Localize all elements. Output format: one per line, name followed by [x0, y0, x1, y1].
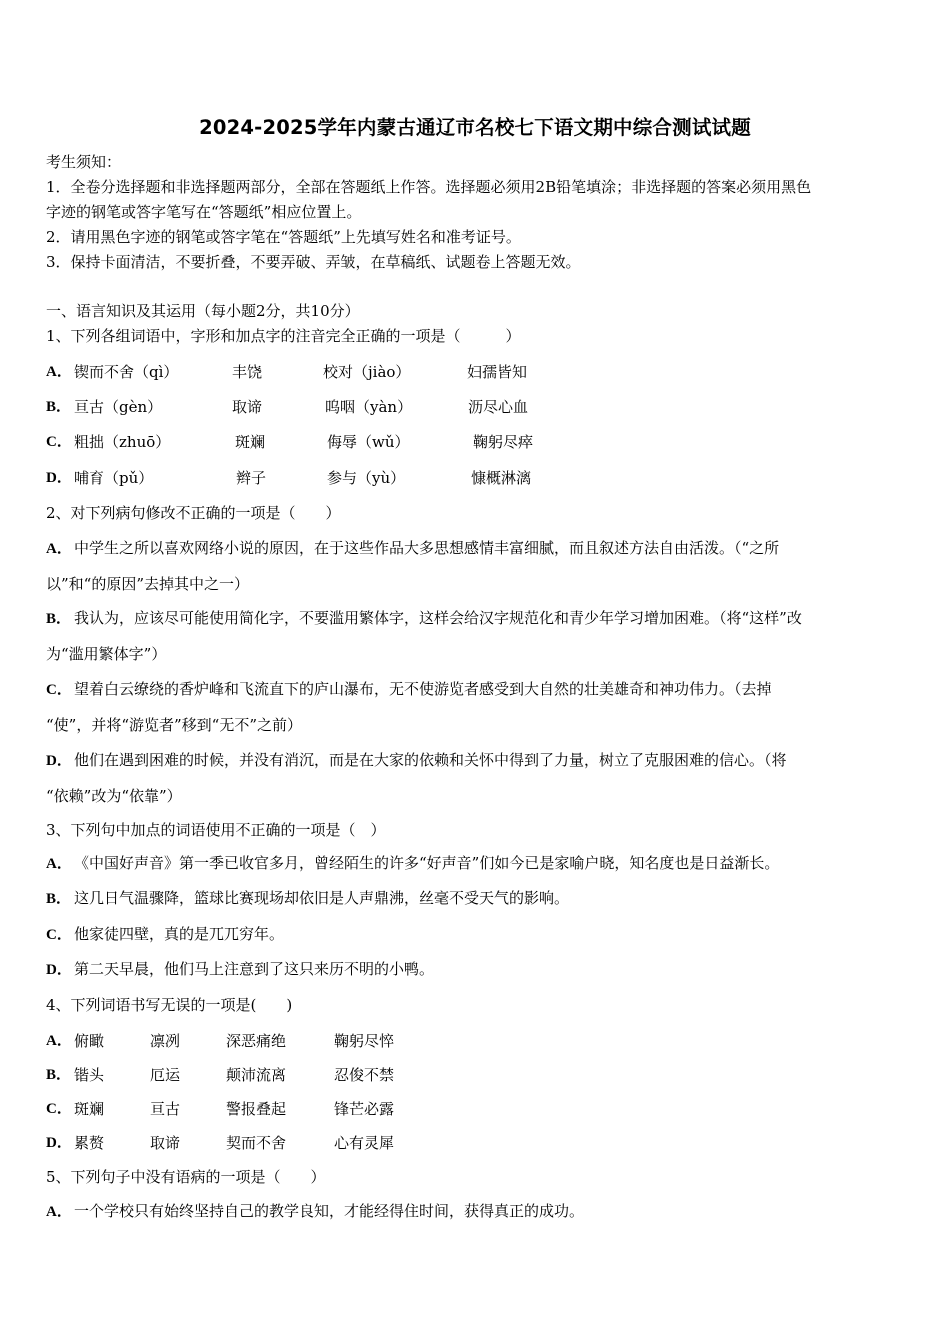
q2-option-b	[46, 608, 802, 629]
option-term: 呜咽（yàn）	[325, 398, 413, 416]
option-letter: B．	[46, 399, 72, 415]
option-text-continued: 以”和“的原因”去掉其中之一）	[46, 575, 250, 593]
question-stem: 2、对下列病句修改不正确的一项是（ ）	[46, 504, 341, 522]
option-letter: D．	[46, 753, 72, 769]
option-text: 第二天早晨，他们马上注意到了这只来历不明的小鸭。	[74, 960, 435, 978]
option-term: 俯瞰	[74, 1032, 105, 1050]
notice-heading: 考生须知：	[46, 153, 122, 171]
option-term: 锋芒必露	[334, 1100, 395, 1118]
option-term: 斑斓	[74, 1100, 105, 1118]
option-text: 他们在遇到困难的时候，并没有消沉，而是在大家的依赖和关怀中得到了力量，树立了克服困难的信心。（将	[74, 751, 787, 769]
option-term: 慷概淋漓	[471, 469, 532, 487]
option-term: 警报叠起	[226, 1100, 287, 1118]
option-text: 我认为，应该尽可能使用简化字，不要滥用繁体字，这样会给汉字规范化和青少年学习增加困难。（将“这样”改	[74, 609, 802, 627]
q3-option-a	[46, 853, 779, 874]
option-letter: A．	[46, 1204, 72, 1220]
option-letter: C．	[46, 1101, 72, 1117]
notice-item: 3．保持卡面清洁，不要折叠，不要弄破、弄皱，在草稿纸、试题卷上答题无效。	[46, 253, 581, 271]
option-text: 望着白云缭绕的香炉峰和飞流直下的庐山瀑布，无不使游览者感受到大自然的壮美雄奇和神功伟力。（去掉	[74, 680, 772, 698]
option-letter: A．	[46, 856, 72, 872]
option-term: 丰饶	[232, 363, 263, 381]
option-term: 校对（jiào）	[323, 363, 411, 381]
option-letter: C．	[46, 927, 72, 943]
option-term: 忍俊不禁	[334, 1066, 395, 1084]
option-term: 锲而不舍（qì）	[74, 363, 179, 381]
q3-option-b	[46, 888, 569, 909]
option-term: 亘古	[150, 1100, 181, 1118]
option-letter: B．	[46, 611, 72, 627]
option-letter: C．	[46, 682, 72, 698]
option-term: 鞠躬尽瘁	[473, 433, 534, 451]
question-stem: 5、下列句子中没有语病的一项是（ ）	[46, 1168, 326, 1186]
option-text: 这几日气温骤降，篮球比赛现场却依旧是人声鼎沸，丝毫不受天气的影响。	[74, 889, 570, 907]
option-term: 鞠躬尽悴	[334, 1032, 395, 1050]
option-letter: D．	[46, 962, 72, 978]
option-letter: A．	[46, 364, 72, 380]
option-text-continued: “依赖”改为“依靠”）	[46, 787, 182, 805]
option-term: 心有灵犀	[334, 1134, 395, 1152]
option-term: 辫子	[236, 469, 267, 487]
question-stem: 3、下列句中加点的词语使用不正确的一项是（ ）	[46, 821, 386, 839]
q2-option-c	[46, 679, 772, 700]
option-term: 亘古（gèn）	[74, 398, 163, 416]
q3-option-c	[46, 924, 284, 945]
option-term: 取谛	[150, 1134, 181, 1152]
option-term: 取谛	[232, 398, 263, 416]
option-term: 凛冽	[150, 1032, 181, 1050]
q3-option-d	[46, 959, 434, 980]
option-text: 一个学校只有始终坚持自己的教学良知，才能经得住时间，获得真正的成功。	[74, 1202, 585, 1220]
option-text: 《中国好声音》第一季已收官多月，曾经陌生的许多“好声音”们如今已是家喻户晓，知名度也是日益渐长。	[74, 854, 780, 872]
option-text: 中学生之所以喜欢网络小说的原因，在于这些作品大多思想感情丰富细腻，而且叙述方法自由活泼。（“之所	[74, 539, 780, 557]
question-stem: 4、下列词语书写无误的一项是( )	[46, 996, 293, 1014]
q5-option-a	[46, 1201, 584, 1222]
option-text-continued: 为“滥用繁体字”）	[46, 645, 167, 663]
option-term: 侮辱（wǔ）	[327, 433, 410, 451]
notice-item: 2．请用黑色字迹的钢笔或答字笔在“答题纸”上先填写姓名和准考证号。	[46, 228, 521, 246]
option-term: 参与（yù）	[327, 469, 406, 487]
option-term: 沥尽心血	[468, 398, 529, 416]
option-term: 深恶痛绝	[226, 1032, 287, 1050]
option-term: 颠沛流离	[226, 1066, 287, 1084]
option-letter: D．	[46, 1135, 72, 1151]
option-letter: B．	[46, 1067, 72, 1083]
notice-item: 字迹的钢笔或答字笔写在“答题纸”相应位置上。	[46, 203, 362, 221]
option-term: 粗拙（zhuō）	[74, 433, 171, 451]
option-term: 契而不舍	[226, 1134, 287, 1152]
option-term: 锴头	[74, 1066, 105, 1084]
option-term: 厄运	[150, 1066, 181, 1084]
option-letter: C．	[46, 434, 72, 450]
option-term: 哺育（pǔ）	[74, 469, 154, 487]
q2-option-a	[46, 538, 779, 559]
option-letter: A．	[46, 1033, 72, 1049]
page-title: 2024-2025学年内蒙古通辽市名校七下语文期中综合测试试题	[199, 116, 751, 139]
notice-item: 1．全卷分选择题和非选择题两部分，全部在答题纸上作答。选择题必须用2B铅笔填涂；非选择题的答案必须用黑色	[46, 178, 812, 196]
q2-option-d	[46, 750, 787, 771]
option-letter: D．	[46, 470, 72, 486]
option-text: 他家徒四壁，真的是兀兀穷年。	[74, 925, 285, 943]
option-term: 斑斓	[235, 433, 266, 451]
option-letter: B．	[46, 891, 72, 907]
option-term: 妇孺皆知	[467, 363, 528, 381]
question-stem: 1、下列各组词语中，字形和加点字的注音完全正确的一项是（ ）	[46, 327, 521, 345]
option-letter: A．	[46, 541, 72, 557]
section-heading: 一、语言知识及其运用（每小题2分，共10分）	[46, 302, 360, 320]
option-term: 累赘	[74, 1134, 105, 1152]
option-text-continued: “使”，并将“游览者”移到“无不”之前）	[46, 716, 303, 734]
